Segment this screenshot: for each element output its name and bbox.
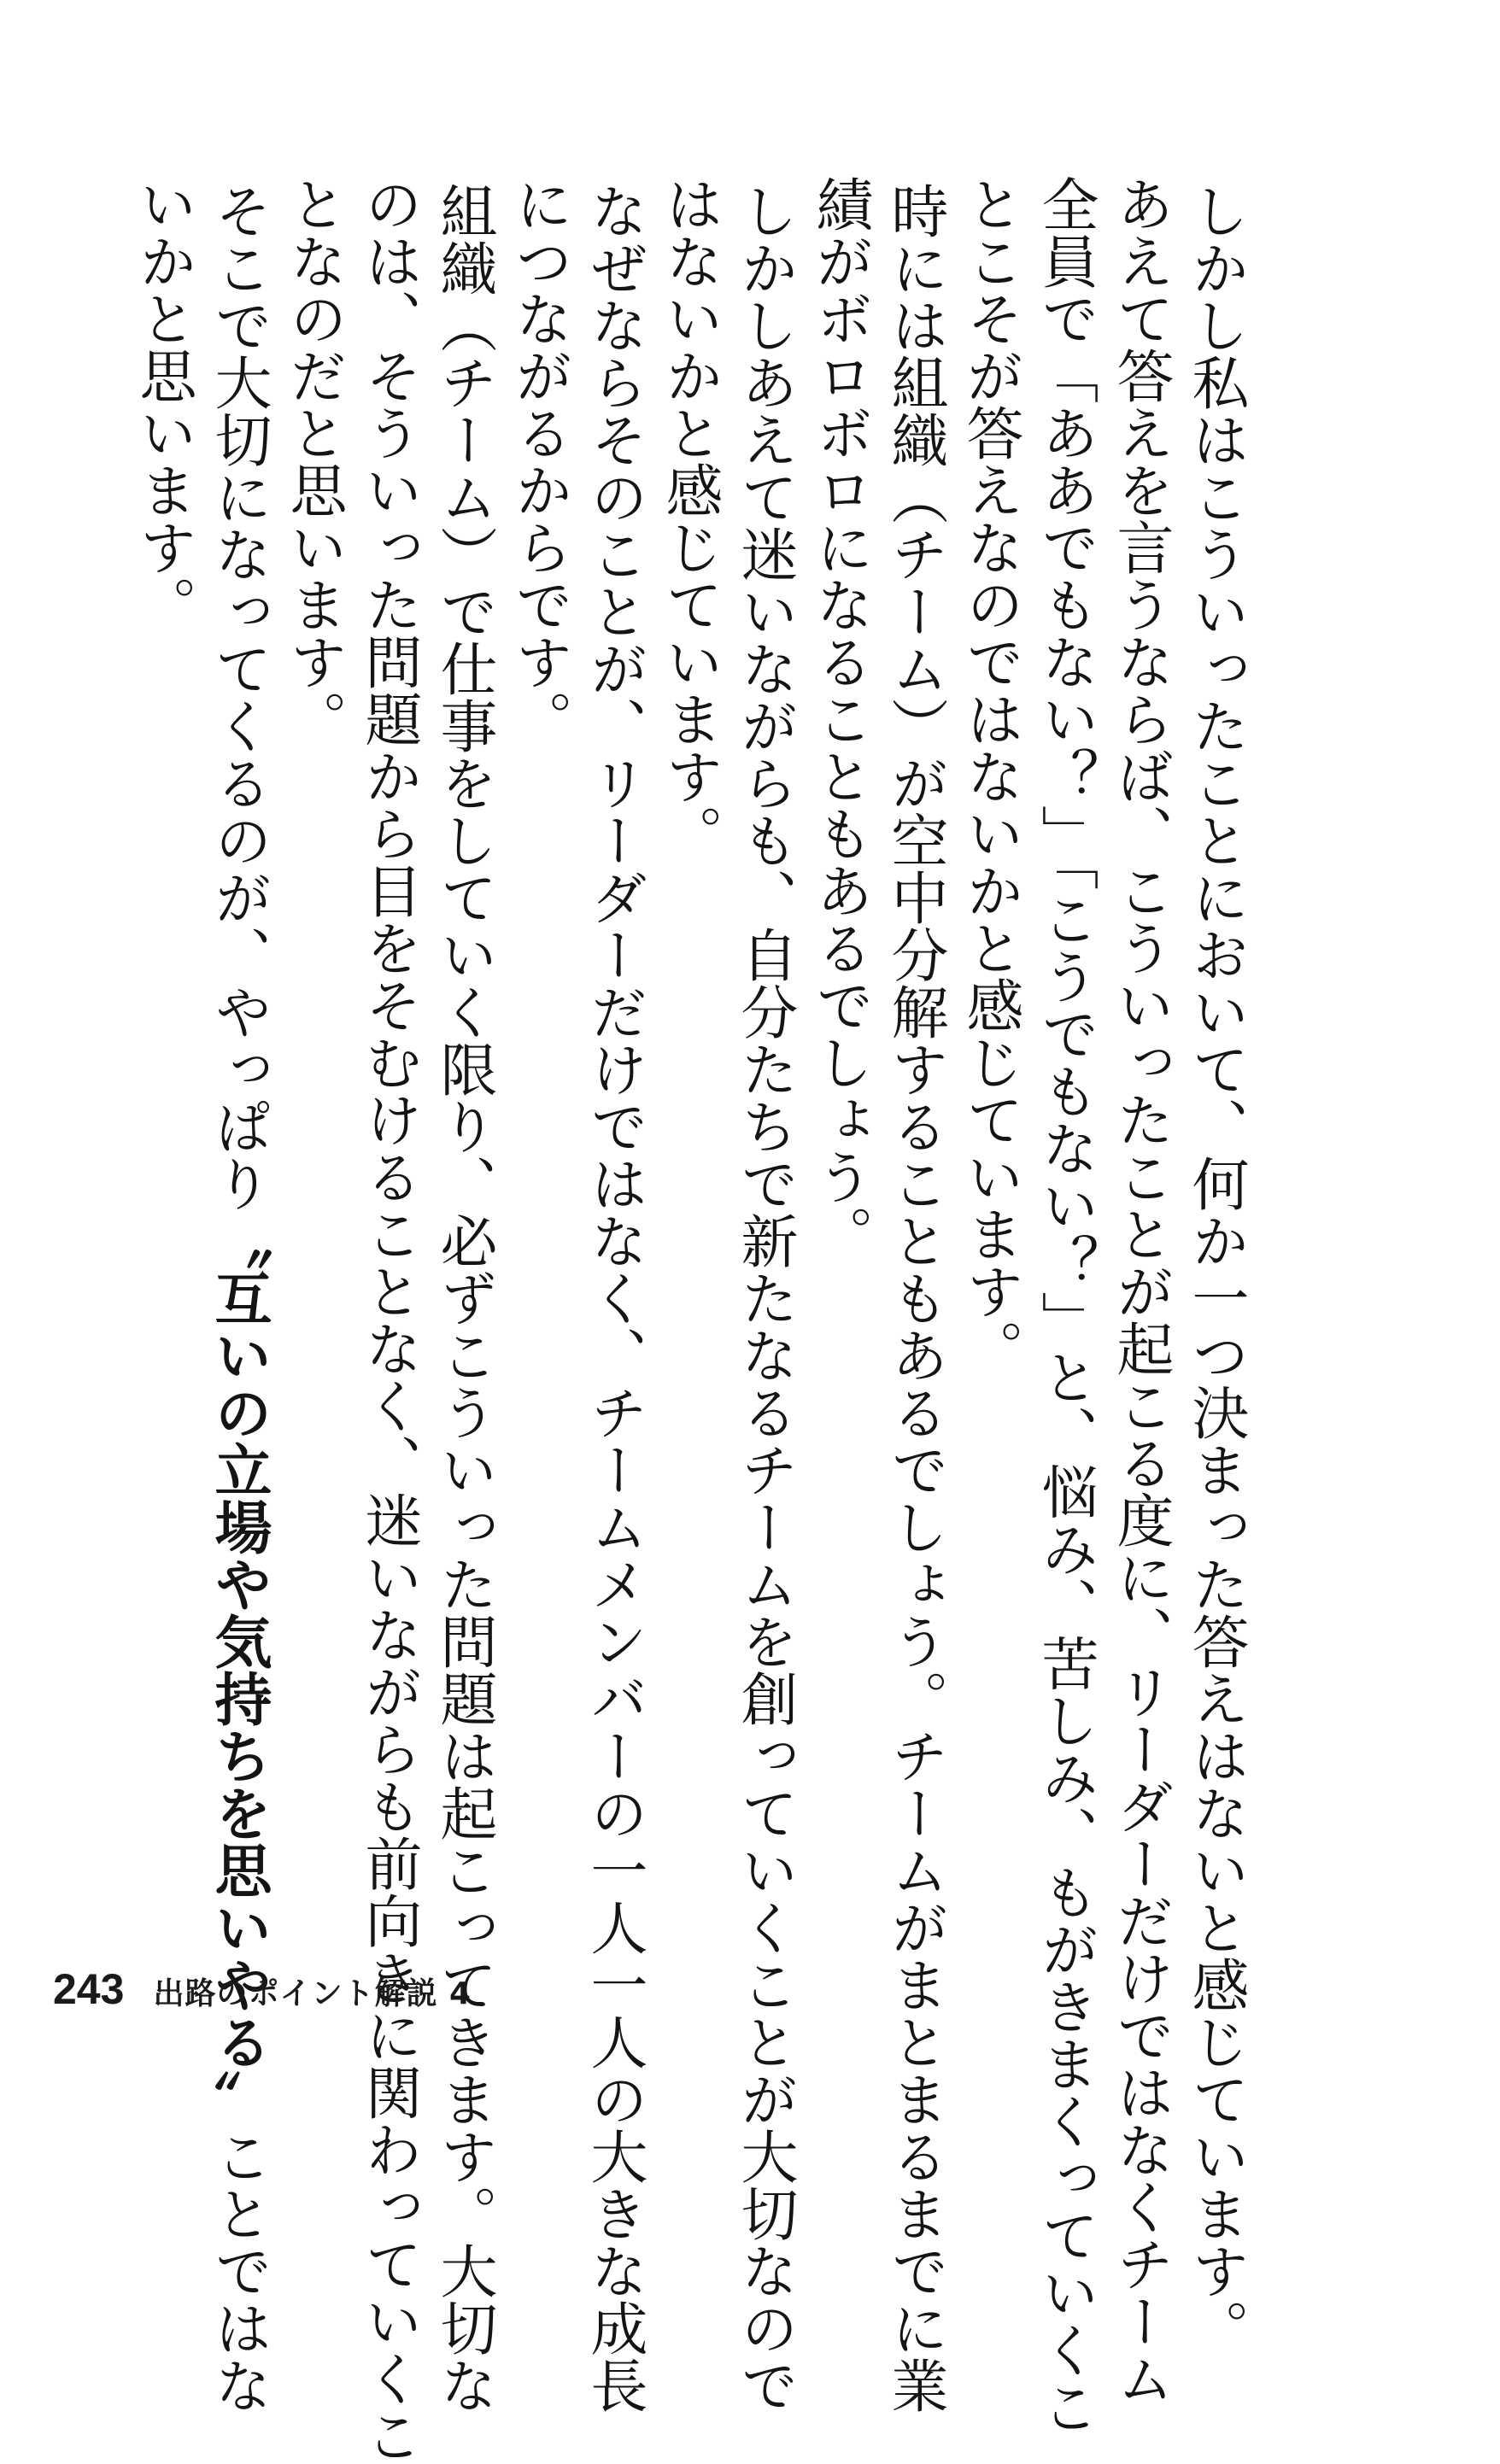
- text-column-14: [200, 182, 278, 2414]
- text-column-7: しかしあえて迷いながらも、自分たちで新たなるチームを創っていくことが大切なので: [732, 182, 799, 2414]
- text-column-8: はないかと感じています。: [657, 175, 724, 862]
- page-footer: [53, 1964, 472, 2016]
- text-column-9: なぜならそのことが、リーダーだけではなく、チームメンバーの一人一人の大きな成長: [582, 182, 648, 2414]
- text-column-15: いかと思います。: [131, 175, 197, 633]
- text-column-10: につながるからです。: [507, 175, 573, 747]
- text-column-13: となのだと思います。: [281, 175, 348, 747]
- text-column-4: とこそが答えなのではないかと感じています。: [958, 175, 1024, 1377]
- column-14-text-before: そこで大切になってくるのが、やっぱり: [206, 182, 272, 1212]
- text-column-2: あえて答えを言うならば、こういったことが起こる度に、リーダーだけではなくチーム: [1108, 175, 1175, 2407]
- text-column-12: のは、そういった問題から目をそむけることなく、迷いながらも前向きに関わっていくこ: [356, 175, 423, 2464]
- text-column-5: 時には組織（チーム）が空中分解することもあるでしょう。チームがまとまるまでに業: [882, 182, 949, 2414]
- text-column-11: 組織（チーム）で仕事をしていく限り、必ずこういった問題は起こってきます。大切な: [431, 182, 498, 2414]
- text-column-6: 績がボロボロになることもあるでしょう。: [807, 175, 874, 1262]
- page-number: 243: [53, 1965, 125, 2013]
- text-column-1: しかし私はこういったことにおいて、何か一つ決まった答えはないと感じています。: [1183, 182, 1250, 2356]
- emphasis-phrase: 〝互いの立場や気持ちを思いやる〟: [206, 1212, 272, 2127]
- running-title: 出路のポイント解説 4: [153, 1976, 472, 2011]
- column-14-text-after: ことではな: [206, 2127, 272, 2414]
- text-column-3: 全員で「ああでもない？」「こうでもない？」と、悩み、苦しみ、もがきまくっていくこ: [1033, 175, 1099, 2436]
